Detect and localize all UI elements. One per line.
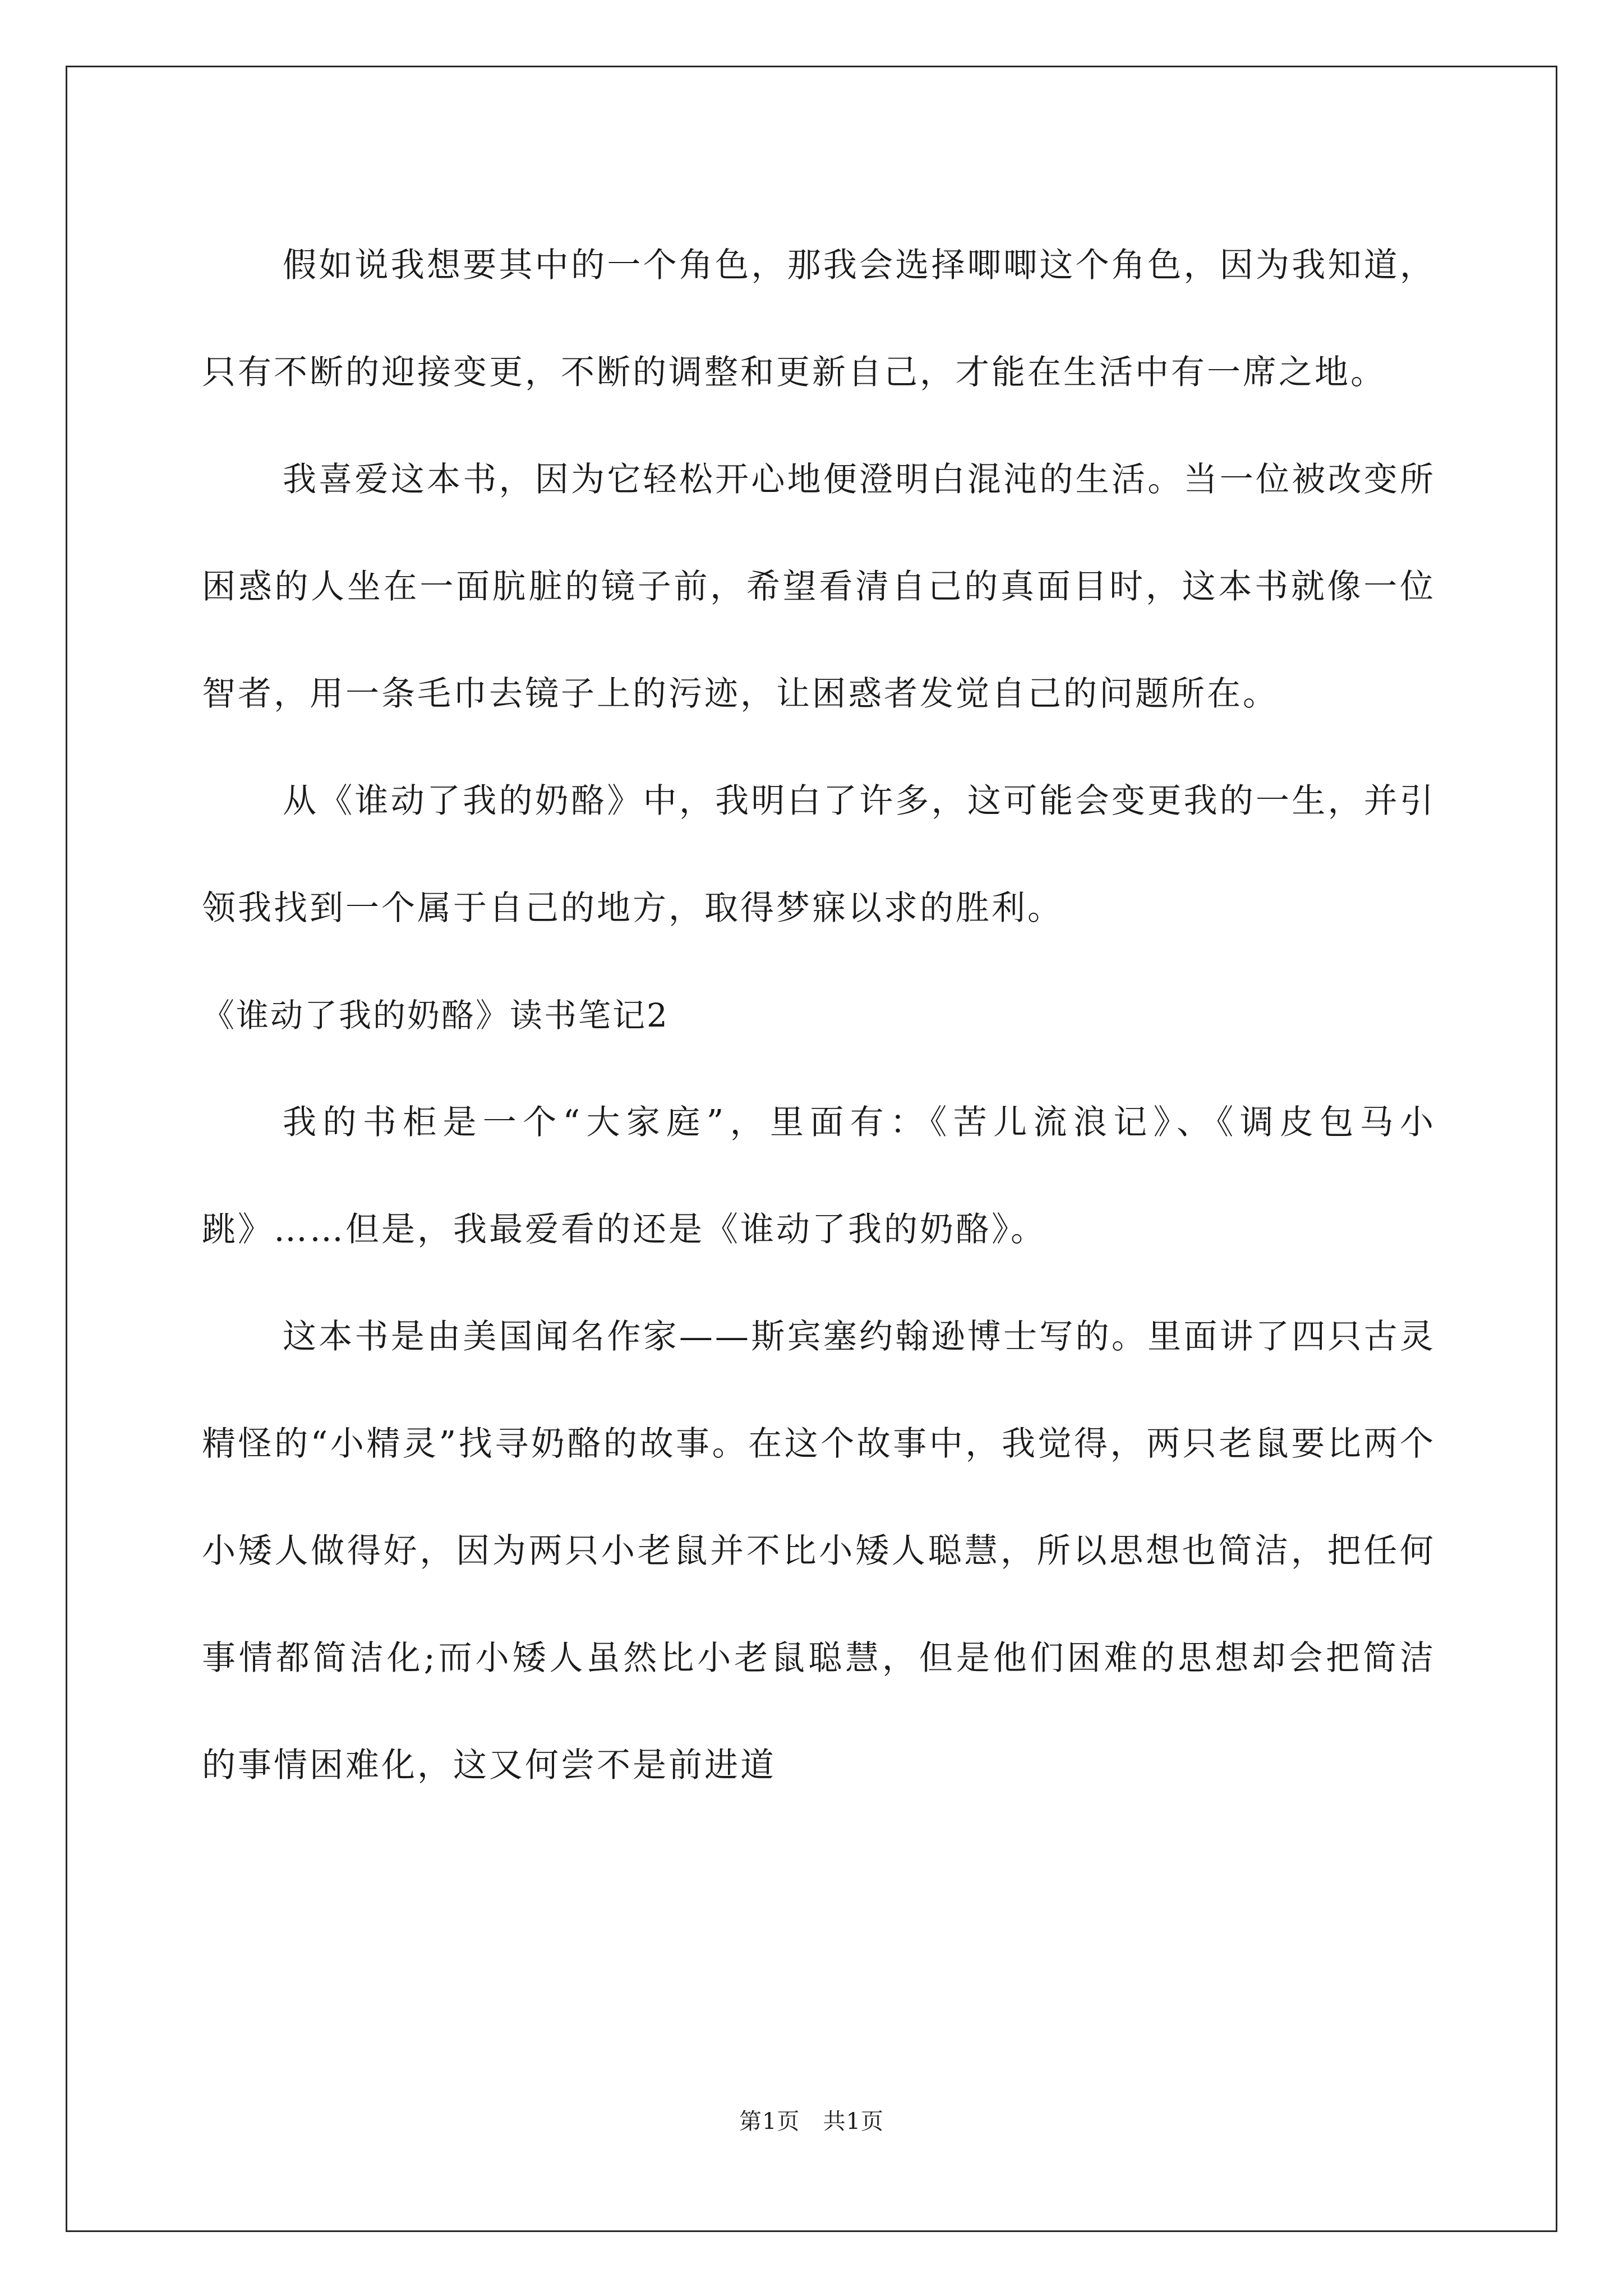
paragraph-bookshelf: 我的书柜是一个“大家庭”，里面有：《苦儿流浪记》、《调皮包马小跳》……但是，我最爱看的还是《谁动了我的奶酪》。 [202, 1103, 1436, 1249]
paragraph-book-love: 我喜爱这本书，因为它轻松开心地便澄明白混沌的生活。当一位被改变所困惑的人坐在一面肮脏的镜子前，希望看清自己的真面目时，这本书就像一位智者，用一条毛巾去镜子上的污迹，让困惑者发觉自己的问题所在。 [202, 460, 1436, 714]
paragraph-book-summary: 这本书是由美国闻名作家——斯宾塞约翰逊博士写的。里面讲了四只古灵精怪的“小精灵”找寻奶酪的故事。在这个故事中，我觉得，两只老鼠要比两个小矮人做得好，因为两只小老鼠并不比小矮人聪慧，所以思想也简洁，把任何事情都简洁化;而小矮人虽然比小老鼠聪慧，但是他们困难的思想却会把简洁的事情困难化，这又何尝不是前进道 [202, 1317, 1436, 1785]
paragraph-lesson: 从《谁动了我的奶酪》中，我明白了许多，这可能会变更我的一生，并引领我找到一个属于自己的地方，取得梦寐以求的胜利。 [202, 781, 1436, 928]
page-total: 共1页 [823, 2109, 884, 2134]
document-body [202, 212, 1436, 1819]
page-number: 第1页 [739, 2109, 800, 2134]
page-footer [0, 2105, 1623, 2138]
paragraph-role-choice: 假如说我想要其中的一个角色，那我会选择唧唧这个角色，因为我知道，只有不断的迎接变更，不断的调整和更新自己，才能在生活中有一席之地。 [202, 246, 1436, 392]
section-title: 《谁动了我的奶酪》读书笔记2 [202, 996, 669, 1034]
